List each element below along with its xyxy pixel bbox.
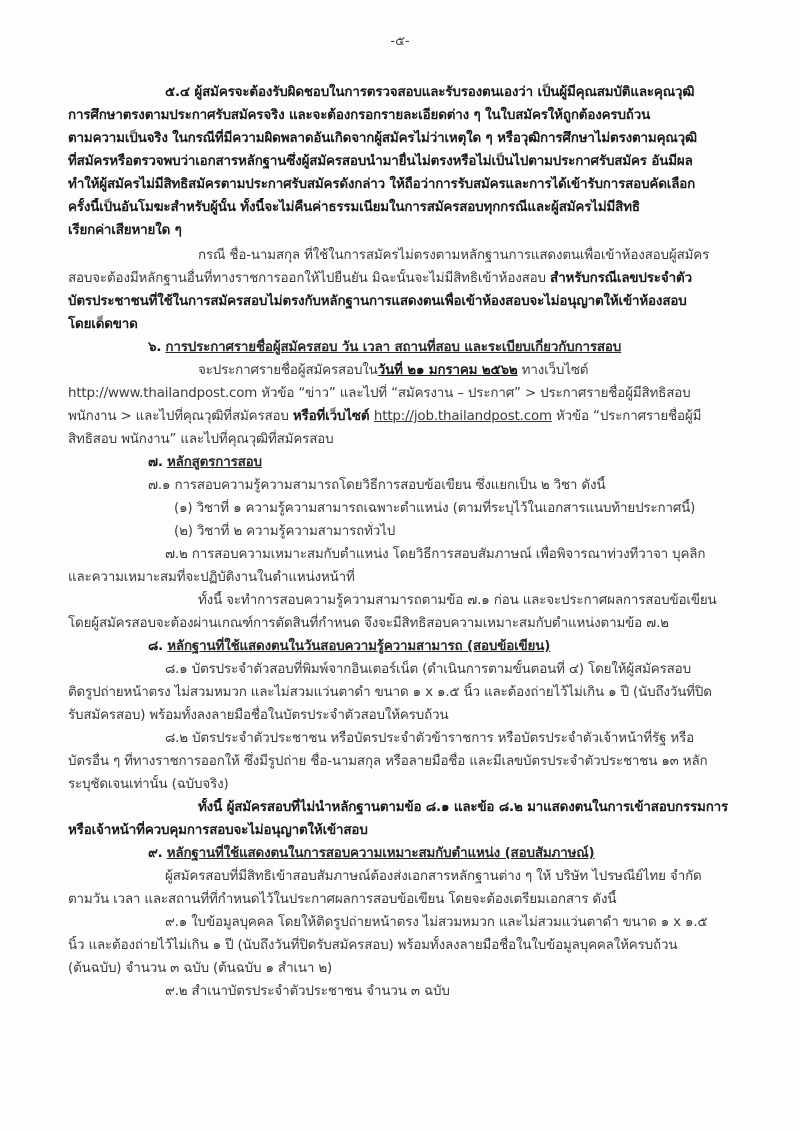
section-6-number: ๖.	[148, 340, 162, 355]
s7-1: ๗.๑ การสอบความรู้ความสามารถโดยวิธีการสอบข้อเขียน ซึ่งแยกเป็น ๒ วิชา ดังนี้	[148, 478, 606, 493]
section-7-heading	[68, 453, 733, 473]
section-8-title: หลักฐานที่ใช้แสดงตนในวันสอบความรู้ความสามารถ (สอบข้อเขียน)	[167, 639, 551, 654]
s8-1-line-3: รับสมัครสอบ) พร้อมทั้งลงลายมือชื่อในบัตรประจำตัวสอบให้ครบถ้วน	[68, 708, 449, 723]
s8-2-line-3: ระบุชัดเจนเท่านั้น (ฉบับจริง)	[68, 777, 229, 792]
s9-intro-line-1: ผู้สมัครสอบที่มีสิทธิเข้าสอบสัมภาษณ์ต้องส่งเอกสารหลักฐานต่าง ๆ ให้ บริษัท ไปรษณีย์ไทย จำกัด	[165, 869, 702, 884]
s6-line-1-pre: จะประกาศรายชื่อผู้สมัครสอบใน	[198, 363, 378, 378]
name-case-line-2-normal: สอบจะต้องมีหลักฐานอื่นที่ทางราชการออกให้ไปยืนยัน มิฉะนั้นจะไม่มีสิทธิเข้าห้องสอบ	[68, 271, 551, 286]
s5-4-line-1: ๕.๔ ผู้สมัครจะต้องรับผิดชอบในการตรวจสอบและรับรองตนเองว่า เป็นผู้มีคุณสมบัติและคุณวุฒิ	[165, 85, 695, 100]
s5-4-line-6: ครั้งนี้เป็นอันโมฆะสำหรับผู้นั้น ทั้งนี้จะไม่คืนค่าธรรมเนียมในการสมัครสอบทุกกรณีและผู้สมัครไม่มีสิทธิ	[68, 200, 640, 215]
s5-4-line-7: เรียกค่าเสียหายใด ๆ	[68, 223, 182, 238]
section-8-number: ๘.	[148, 639, 164, 654]
s8-2-line-2: บัตรอื่น ๆ ที่ทางราชการออกให้ ซึ่งมีรูปถ่าย ชื่อ-นามสกุล หรือลายมือชื่อ และมีเลขบัตรประจำตัวประชาชน ๑๓ หลัก	[68, 754, 708, 769]
section-6-heading	[68, 338, 733, 358]
s8-1-line-1: ๘.๑ บัตรประจำตัวสอบที่พิมพ์จากอินเตอร์เน็ต (ดำเนินการตามขั้นตอนที่ ๔) โดยให้ผู้สมัครสอบ	[165, 662, 691, 677]
section-7-number: ๗.	[148, 455, 163, 470]
s7-subject-2: (๒) วิชาที่ ๒ ความรู้ความสามารถทั่วไป	[174, 524, 396, 539]
s9-2: ๙.๒ สำเนาบัตรประจำตัวประชาชน จำนวน ๓ ฉบับ	[165, 984, 450, 999]
s7-2-line-2: และความเหมาะสมที่จะปฏิบัติงานในตำแหน่งหน้าที่	[68, 570, 355, 585]
name-case-line-4: โดยเด็ดขาด	[68, 317, 138, 332]
section-9-heading	[68, 844, 733, 864]
s9-1-line-2: นิ้ว และต้องถ่ายไว้ไม่เกิน ๑ ปี (นับถึงวันที่ปิดรับสมัครสอบ) พร้อมทั้งลงลายมือชื่อในใบข้อมูลบุคคลให้ครบถ้วน	[68, 938, 678, 953]
s9-1-line-1: ๙.๑ ใบข้อมูลบุคคล โดยให้ติดรูปถ่ายหน้าตรง ไม่สวมหมวก และไม่สวมแว่นตาดำ ขนาด ๑ x ๑.๕	[165, 915, 708, 930]
s5-4-line-4: ที่สมัครหรือตรวจพบว่าเอกสารหลักฐานซึ่งผู้สมัครสอบนำมายื่นไม่ตรงหรือไม่เป็นไปตามประกาศรับสมัคร อันมีผล	[68, 154, 693, 169]
s8-note-line-1: ทั้งนี้ ผู้สมัครสอบที่ไม่นำหลักฐานตามข้อ ๘.๑ และข้อ ๘.๒ มาแสดงตนในการเข้าสอบกรรมการ	[198, 800, 729, 815]
s7-2-line-1: ๗.๒ การสอบความเหมาะสมกับตำแหน่ง โดยวิธีการสอบสัมภาษณ์ เพื่อพิจารณาท่วงทีวาจา บุคลิก	[165, 547, 706, 562]
name-case-line-2	[68, 269, 733, 289]
job-thailandpost-link[interactable]: http://job.thailandpost.com	[373, 409, 552, 424]
s6-line-1-post: ทางเว็บไซต์	[517, 363, 589, 378]
s8-2-line-1: ๘.๒ บัตรประจำตัวประชาชน หรือบัตรประจำตัวข้าราชการ หรือบัตรประจำตัวเจ้าหน้าที่รัฐ หรือ	[165, 731, 695, 746]
name-case-line-2-bold: สำหรับกรณีเลขประจำตัว	[550, 271, 692, 286]
section-9-number: ๙.	[148, 846, 163, 861]
s6-line-3-pre: พนักงาน > และไปที่คุณวุฒิที่สมัครสอบ	[68, 409, 293, 424]
announcement-date: วันที่ ๒๑ มกราคม ๒๕๖๒	[377, 363, 518, 378]
name-case-line-3: บัตรประชาชนที่ใช้ในการสมัครสอบไม่ตรงกับหลักฐานการแสดงตนเพื่อเข้าห้องสอบจะไม่อนุญาตให้เข้าห้องสอบ	[68, 294, 687, 309]
s9-1-line-3: (ต้นฉบับ) จำนวน ๓ ฉบับ (ต้นฉบับ ๑ สำเนา ๒)	[68, 961, 333, 976]
s6-line-4: สิทธิสอบ พนักงาน” และไปที่คุณวุฒิที่สมัครสอบ	[68, 432, 334, 447]
s6-line-2: http://www.thailandpost.com หัวข้อ “ข่าว” และไปที่ “สมัครงาน – ประกาศ” > ประกาศรายชื่อผู้มีสิทธิสอบ	[68, 386, 691, 401]
s6-line-3-post: หัวข้อ “ประกาศรายชื่อผู้มี	[551, 409, 702, 424]
section-6-title: การประกาศรายชื่อผู้สมัครสอบ วัน เวลา สถานที่สอบ และระเบียบเกี่ยวกับการสอบ	[165, 340, 622, 355]
section-7-title: หลักสูตรการสอบ	[166, 455, 262, 470]
s8-1-line-2: ติดรูปถ่ายหน้าตรง ไม่สวมหมวก และไม่สวมแว่นตาดำ ขนาด ๑ x ๑.๕ นิ้ว และต้องถ่ายไว้ไม่เกิน ๑ ปี (นับถึงวันที่ปิด	[68, 685, 712, 700]
s8-note-line-2: หรือเจ้าหน้าที่ควบคุมการสอบจะไม่อนุญาตให้เข้าสอบ	[68, 823, 368, 838]
s9-intro-line-2: ตามวัน เวลา และสถานที่ที่กำหนดไว้ในประกาศผลการสอบข้อเขียน โดยจะต้องเตรียมเอกสาร ดังนี้	[68, 892, 617, 907]
s6-line-3	[68, 407, 733, 427]
s7-note-line-2: โดยผู้สมัครสอบจะต้องผ่านเกณฑ์การตัดสินที่กำหนด จึงจะมีสิทธิสอบความเหมาะสมกับตำแหน่งตามข้อ ๗.๒	[68, 616, 669, 631]
name-case-line-1: กรณี ชื่อ-นามสกุล ที่ใช้ในการสมัครไม่ตรงตามหลักฐานการแสดงตนเพื่อเข้าห้องสอบผู้สมัคร	[198, 248, 710, 263]
s7-note-line-1: ทั้งนี้ จะทำการสอบความรู้ความสามารถตามข้อ ๗.๑ ก่อน และจะประกาศผลการสอบข้อเขียน	[198, 593, 717, 608]
s7-subject-1: (๑) วิชาที่ ๑ ความรู้ความสามารถเฉพาะตำแหน่ง (ตามที่ระบุไว้ในเอกสารแนบท้ายประกาศนี้)	[174, 501, 696, 516]
s6-line-1	[68, 361, 733, 381]
page-number: -๕-	[390, 34, 410, 49]
s5-4-line-2: การศึกษาตรงตามประกาศรับสมัครจริง และจะต้องกรอกรายละเอียดต่าง ๆ ในใบสมัครให้ถูกต้องครบถ้วน	[68, 108, 651, 123]
s5-4-line-3: ตามความเป็นจริง ในกรณีที่มีความผิดพลาดอันเกิดจากผู้สมัครไม่ว่าเหตุใด ๆ หรือวุฒิการศึกษาไม่ตรงตามคุณวุฒิ	[68, 131, 697, 146]
section-8-heading	[68, 637, 733, 657]
s5-4-line-5: ทำให้ผู้สมัครไม่มีสิทธิสมัครตามประกาศรับสมัครดังกล่าว ให้ถือว่าการรับสมัครและการได้เข้ารับการสอบคัดเลือก	[68, 177, 696, 192]
s6-line-3-bold: หรือที่เว็บไซต์	[292, 409, 374, 424]
section-9-title: หลักฐานที่ใช้แสดงตนในการสอบความเหมาะสมกับตำแหน่ง (สอบสัมภาษณ์)	[166, 846, 595, 861]
